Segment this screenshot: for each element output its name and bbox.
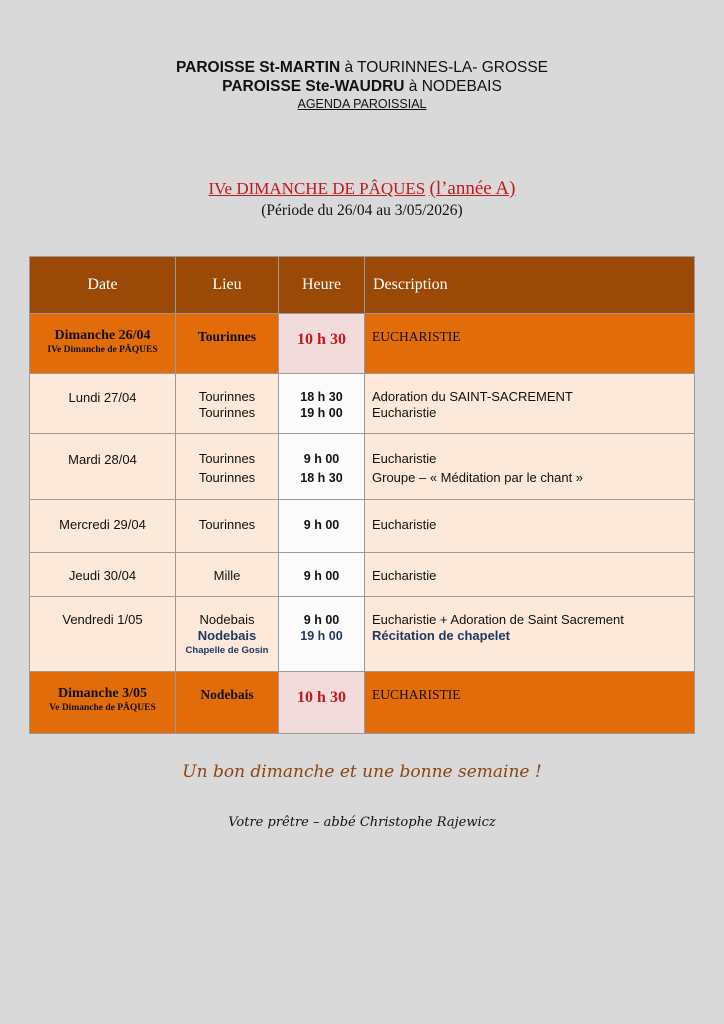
row-desc: Eucharistie (372, 451, 437, 466)
table-header-row (30, 257, 695, 314)
date-cell (30, 500, 176, 553)
table-row (30, 553, 695, 597)
hour-cell (279, 374, 365, 434)
agenda-table (29, 256, 695, 734)
row-hour: 10 h 30 (297, 331, 346, 348)
lieu-cell (176, 434, 279, 500)
row-date: Dimanche 3/05 (57, 686, 148, 701)
desc-cell (365, 434, 695, 500)
desc-cell (365, 374, 695, 434)
lieu-cell (176, 500, 279, 553)
col-header-date: Date (30, 257, 176, 314)
lieu-cell (176, 374, 279, 434)
hour-cell (279, 500, 365, 553)
table-row (30, 597, 695, 672)
col-header-description: Description (365, 257, 695, 314)
row-lieu-chapel: Chapelle de Gosin (185, 645, 269, 656)
col-header-heure: Heure (279, 257, 365, 314)
row-lieu: Tourinnes (198, 451, 256, 466)
row-desc: Groupe – « Méditation par le chant » (372, 470, 584, 485)
row-desc: Récitation de chapelet (372, 628, 510, 643)
lieu-cell (176, 672, 279, 734)
parish-name-2: PAROISSE Ste-WAUDRU (222, 78, 405, 95)
desc-cell (365, 553, 695, 597)
desc-cell (365, 314, 695, 374)
parish-line-1 (0, 58, 724, 77)
table-row (30, 374, 695, 434)
hour-cell (279, 553, 365, 597)
sunday-heading (0, 178, 724, 221)
period-range: (Période du 26/04 au 3/05/2026) (261, 202, 463, 219)
row-desc: Adoration du SAINT-SACREMENT (372, 389, 573, 404)
row-hour: 9 h 00 (303, 613, 340, 627)
date-cell (30, 597, 176, 672)
hour-cell (279, 314, 365, 374)
lieu-cell (176, 314, 279, 374)
parish-name-1: PAROISSE St-MARTIN (175, 59, 341, 76)
lieu-cell (176, 597, 279, 672)
row-lieu: Tourinnes (198, 405, 256, 420)
row-lieu: Nodebais (199, 612, 255, 627)
closing-wish: Un bon dimanche et une bonne semaine ! (182, 762, 542, 782)
hour-cell (279, 672, 365, 734)
sunday-title-main: IVe DIMANCHE DE PÂQUES (208, 179, 426, 198)
parish-header (0, 58, 724, 112)
row-hour: 9 h 00 (303, 452, 340, 466)
desc-cell (365, 672, 695, 734)
row-lieu: Mille (213, 568, 241, 583)
sunday-title-year: (l’année A) (429, 178, 516, 199)
date-cell (30, 672, 176, 734)
row-lieu: Tourinnes (198, 389, 256, 404)
agenda-title: AGENDA PAROISSIAL (297, 97, 427, 111)
date-cell (30, 434, 176, 500)
desc-cell (365, 597, 695, 672)
row-date: Jeudi 30/04 (68, 568, 137, 583)
row-hour: 10 h 30 (297, 689, 346, 706)
row-lieu: Nodebais (197, 628, 257, 643)
row-date: Mardi 28/04 (68, 452, 137, 467)
row-desc: Eucharistie + Adoration de Saint Sacrement (372, 612, 624, 627)
row-sub: IVe Dimanche de PÂQUES (47, 345, 158, 355)
row-lieu: Tourinnes (198, 517, 256, 532)
table-row (30, 314, 695, 374)
row-lieu: Tourinnes (198, 470, 256, 485)
hour-cell (279, 597, 365, 672)
desc-cell (365, 500, 695, 553)
parish-line-2 (0, 77, 724, 96)
row-hour: 18 h 30 (300, 390, 343, 404)
parish-place-1: à TOURINNES-LA- GROSSE (340, 59, 549, 76)
parish-place-2: à NODEBAIS (404, 78, 502, 95)
row-date: Mercredi 29/04 (59, 517, 146, 532)
table-row (30, 500, 695, 553)
date-cell (30, 314, 176, 374)
row-desc: EUCHARISTIE (372, 687, 461, 702)
row-lieu: Tourinnes (197, 329, 257, 344)
col-header-lieu: Lieu (176, 257, 279, 314)
row-date: Dimanche 26/04 (54, 328, 151, 343)
date-cell (30, 374, 176, 434)
row-desc: Eucharistie (372, 405, 437, 420)
table-row (30, 672, 695, 734)
sunday-title (0, 178, 724, 200)
row-hour: 9 h 00 (303, 518, 340, 532)
row-date: Vendredi 1/05 (62, 612, 143, 627)
row-desc: EUCHARISTIE (372, 329, 461, 344)
row-date: Lundi 27/04 (68, 390, 137, 405)
row-sub: Ve Dimanche de PÂQUES (49, 703, 156, 713)
row-hour: 19 h 00 (300, 629, 343, 643)
hour-cell (279, 434, 365, 500)
table-row (30, 434, 695, 500)
row-hour: 9 h 00 (303, 569, 340, 583)
row-hour: 19 h 00 (300, 406, 343, 420)
lieu-cell (176, 553, 279, 597)
row-desc: Eucharistie (372, 568, 437, 583)
row-desc: Eucharistie (372, 517, 437, 532)
priest-signature: Votre prêtre – abbé Christophe Rajewicz (228, 815, 496, 830)
row-lieu: Nodebais (200, 687, 254, 702)
date-cell (30, 553, 176, 597)
row-hour: 18 h 30 (300, 471, 343, 485)
